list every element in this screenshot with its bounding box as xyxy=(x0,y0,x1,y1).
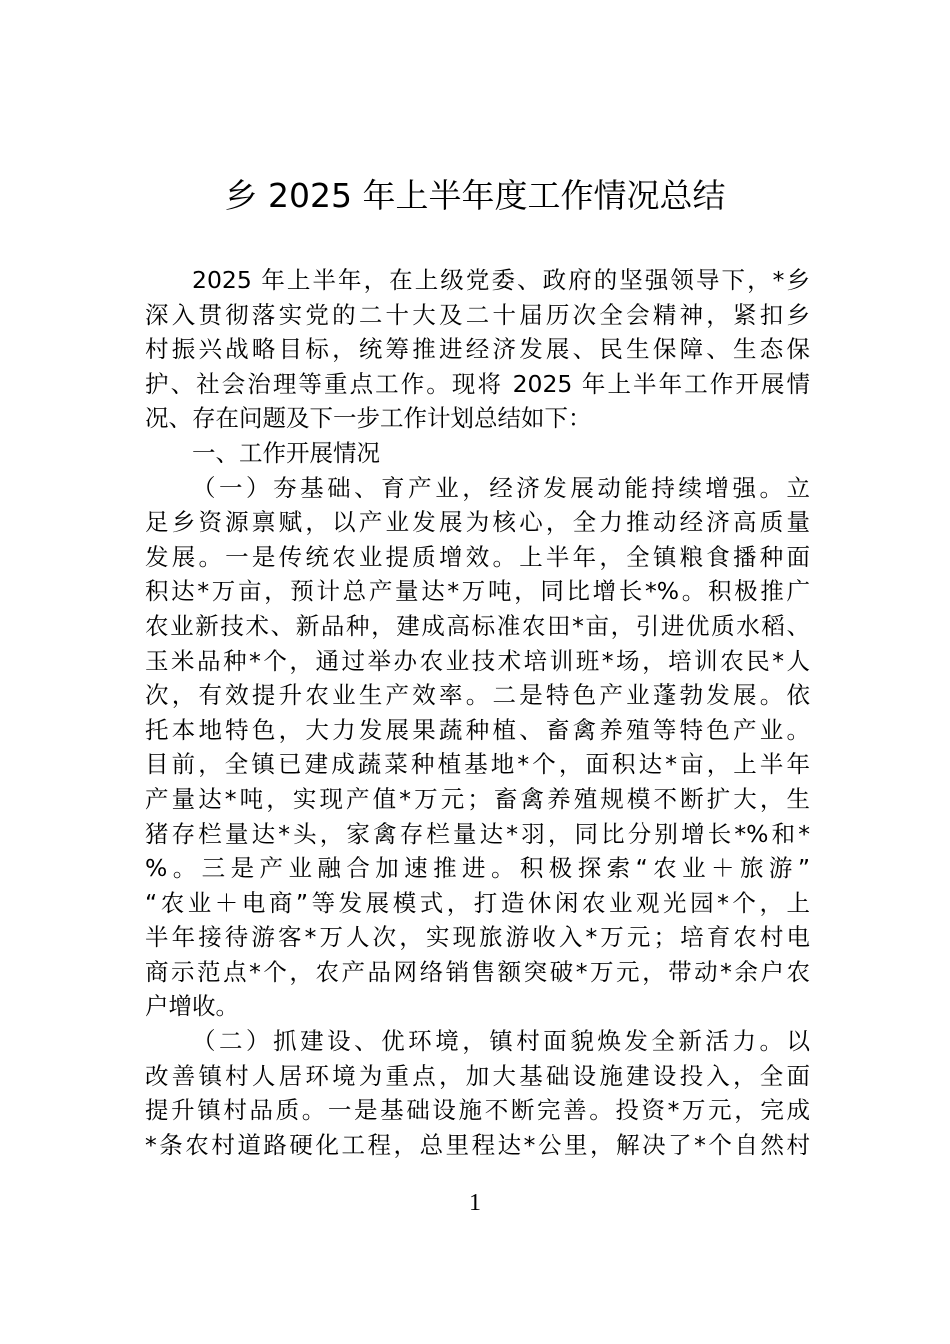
text-line: 足乡资源禀赋，以产业发展为核心，全力推动经济高质量 xyxy=(145,508,810,537)
text-line: 猪存栏量达*头，家禽存栏量达*羽，同比分别增长*%和* xyxy=(145,819,810,848)
text-line: （二）抓建设、优环境，镇村面貌焕发全新活力。以 xyxy=(192,1027,810,1056)
document-title: 乡 2025 年上半年度工作情况总结 xyxy=(224,176,726,215)
text-line: 深入贯彻落实党的二十大及二十届历次全会精神，紧扣乡 xyxy=(145,300,810,329)
text-line: 玉米品种*个，通过举办农业技术培训班*场，培训农民*人 xyxy=(145,646,810,675)
page-number: 1 xyxy=(469,1190,481,1216)
text-line: 改善镇村人居环境为重点，加大基础设施建设投入，全面 xyxy=(145,1061,810,1090)
section-heading: 一、工作开展情况 xyxy=(192,438,380,467)
text-line: 次，有效提升农业生产效率。二是特色产业蓬勃发展。依 xyxy=(145,681,810,710)
text-line: 积达*万亩，预计总产量达*万吨，同比增长*%。积极推广 xyxy=(145,577,810,606)
text-line: *条农村道路硬化工程，总里程达*公里，解决了*个自然村 xyxy=(145,1130,810,1159)
text-line: 产量达*吨，实现产值*万元；畜禽养殖规模不断扩大，生 xyxy=(145,784,810,813)
text-line: （一）夯基础、育产业，经济发展动能持续增强。立 xyxy=(192,473,810,502)
text-line: 商示范点*个，农产品网络销售额突破*万元，带动*余户农 xyxy=(145,957,810,986)
text-line: 况、存在问题及下一步工作计划总结如下： xyxy=(145,404,592,433)
text-line: %。三是产业融合加速推进。积极探索“农业＋旅游” xyxy=(145,854,810,883)
text-line: 目前，全镇已建成蔬菜种植基地*个，面积达*亩，上半年 xyxy=(145,750,810,779)
text-line: 护、社会治理等重点工作。现将 2025 年上半年工作开展情 xyxy=(145,369,810,398)
text-line: 提升镇村品质。一是基础设施不断完善。投资*万元，完成 xyxy=(145,1096,810,1125)
text-line: 半年接待游客*万人次，实现旅游收入*万元；培育农村电 xyxy=(145,923,810,952)
text-line: “农业＋电商”等发展模式，打造休闲农业观光园*个，上 xyxy=(145,888,810,917)
text-line: 托本地特色，大力发展果蔬种植、畜禽养殖等特色产业。 xyxy=(145,715,810,744)
text-line: 农业新技术、新品种，建成高标准农田*亩，引进优质水稻、 xyxy=(145,611,810,640)
document-body xyxy=(145,263,810,1162)
text-line: 发展。一是传统农业提质增效。上半年，全镇粮食播种面 xyxy=(145,542,810,571)
text-line: 2025 年上半年，在上级党委、政府的坚强领导下，*乡 xyxy=(192,266,810,294)
text-line: 户增收。 xyxy=(145,992,239,1021)
text-line: 村振兴战略目标，统筹推进经济发展、民生保障、生态保 xyxy=(145,335,810,364)
